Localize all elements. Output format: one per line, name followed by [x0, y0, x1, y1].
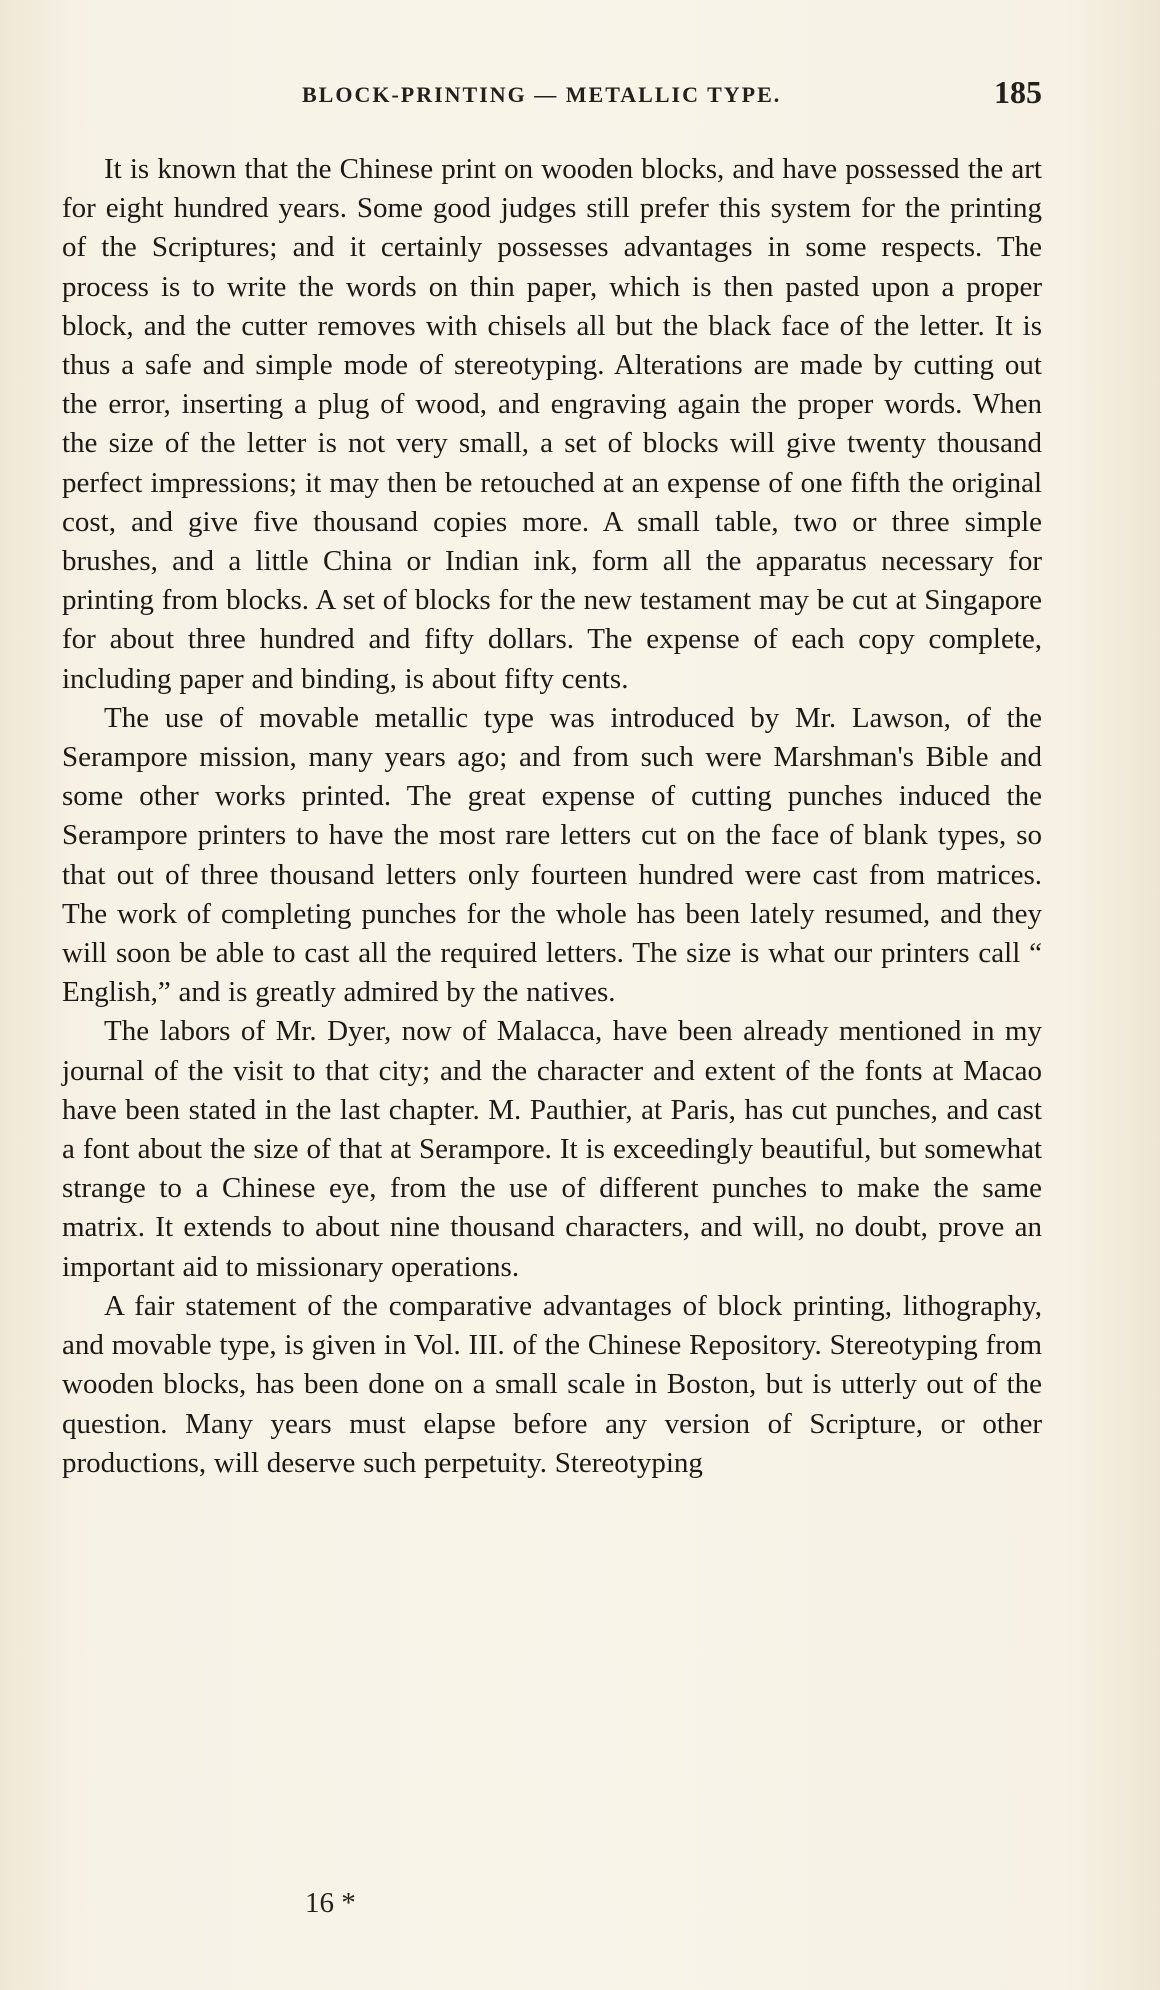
page-header [62, 74, 1042, 118]
paragraph-labors-of-dyer: The labors of Mr. Dyer, now of Malacca, have been already mentioned in my journal of the visit to that city; and the character and extent of the fonts at Macao have been stated in the last chapter. M. Pauthier, at Paris, has cut punches, and cast a font about the size of that at Serampore. It is exceedingly beautiful, but somewhat strange to a Chinese eye, from the use of different punches to make the same matrix. It extends to about nine thousand characters, and will, no doubt, prove an important aid to missionary operations. [62, 1015, 1042, 1283]
paragraph-block-printing: It is known that the Chinese print on wooden blocks, and have possessed the art for eight hundred years. Some good judges still prefer this system for the printing of the Scriptures; and it certainly possesses advantages in some respects. The process is to write the words on thin paper, which is then pasted upon a proper block, and the cutter removes with chisels all but the black face of the letter. It is thus a safe and simple mode of stereotyping. Alterations are made by cutting out the error, inserting a plug of wood, and engraving again the proper words. When the size of the letter is not very small, a set of blocks will give twenty thousand perfect impressions; it may then be retouched at an expense of one fifth the original cost, and give five thousand copies more. A small table, two or three simple brushes, and a little China or Indian ink, form all the apparatus necessary for printing from blocks. A set of blocks for the new testament may be cut at Singapore for about three hundred and fifty dollars. The expense of each copy complete, including paper and binding, is about fifty cents. [62, 153, 1042, 695]
paragraph-comparative-advantages: A fair statement of the comparative advantages of block printing, lithography, and movable type, is given in Vol. III. of the Chinese Repository. Stereotyping from wooden blocks, has been done on a small scale in Boston, but is utterly out of the question. Many years must elapse before any version of Scripture, or other productions, will deserve such perpetuity. Stereotyping [62, 1289, 1042, 1479]
paragraph-metallic-type: The use of movable metallic type was introduced by Mr. Lawson, of the Serampore mission, many years ago; and from such were Marshman's Bible and some other works printed. The great expense of cutting punches induced the Serampore printers to have the most rare letters cut on the face of blank types, so that out of three thousand letters only fourteen hundred were cast from matrices. The work of completing punches for the whole has been lately resumed, and they will soon be able to cast all the required letters. The size is what our printers call “ English,” and is greatly admired by the natives. [62, 701, 1042, 1009]
running-head: BLOCK-PRINTING — METALLIC TYPE. [302, 82, 782, 107]
signature-mark: 16 * [305, 1887, 356, 1919]
body-text [62, 150, 1042, 1483]
page-number: 185 [994, 74, 1042, 110]
